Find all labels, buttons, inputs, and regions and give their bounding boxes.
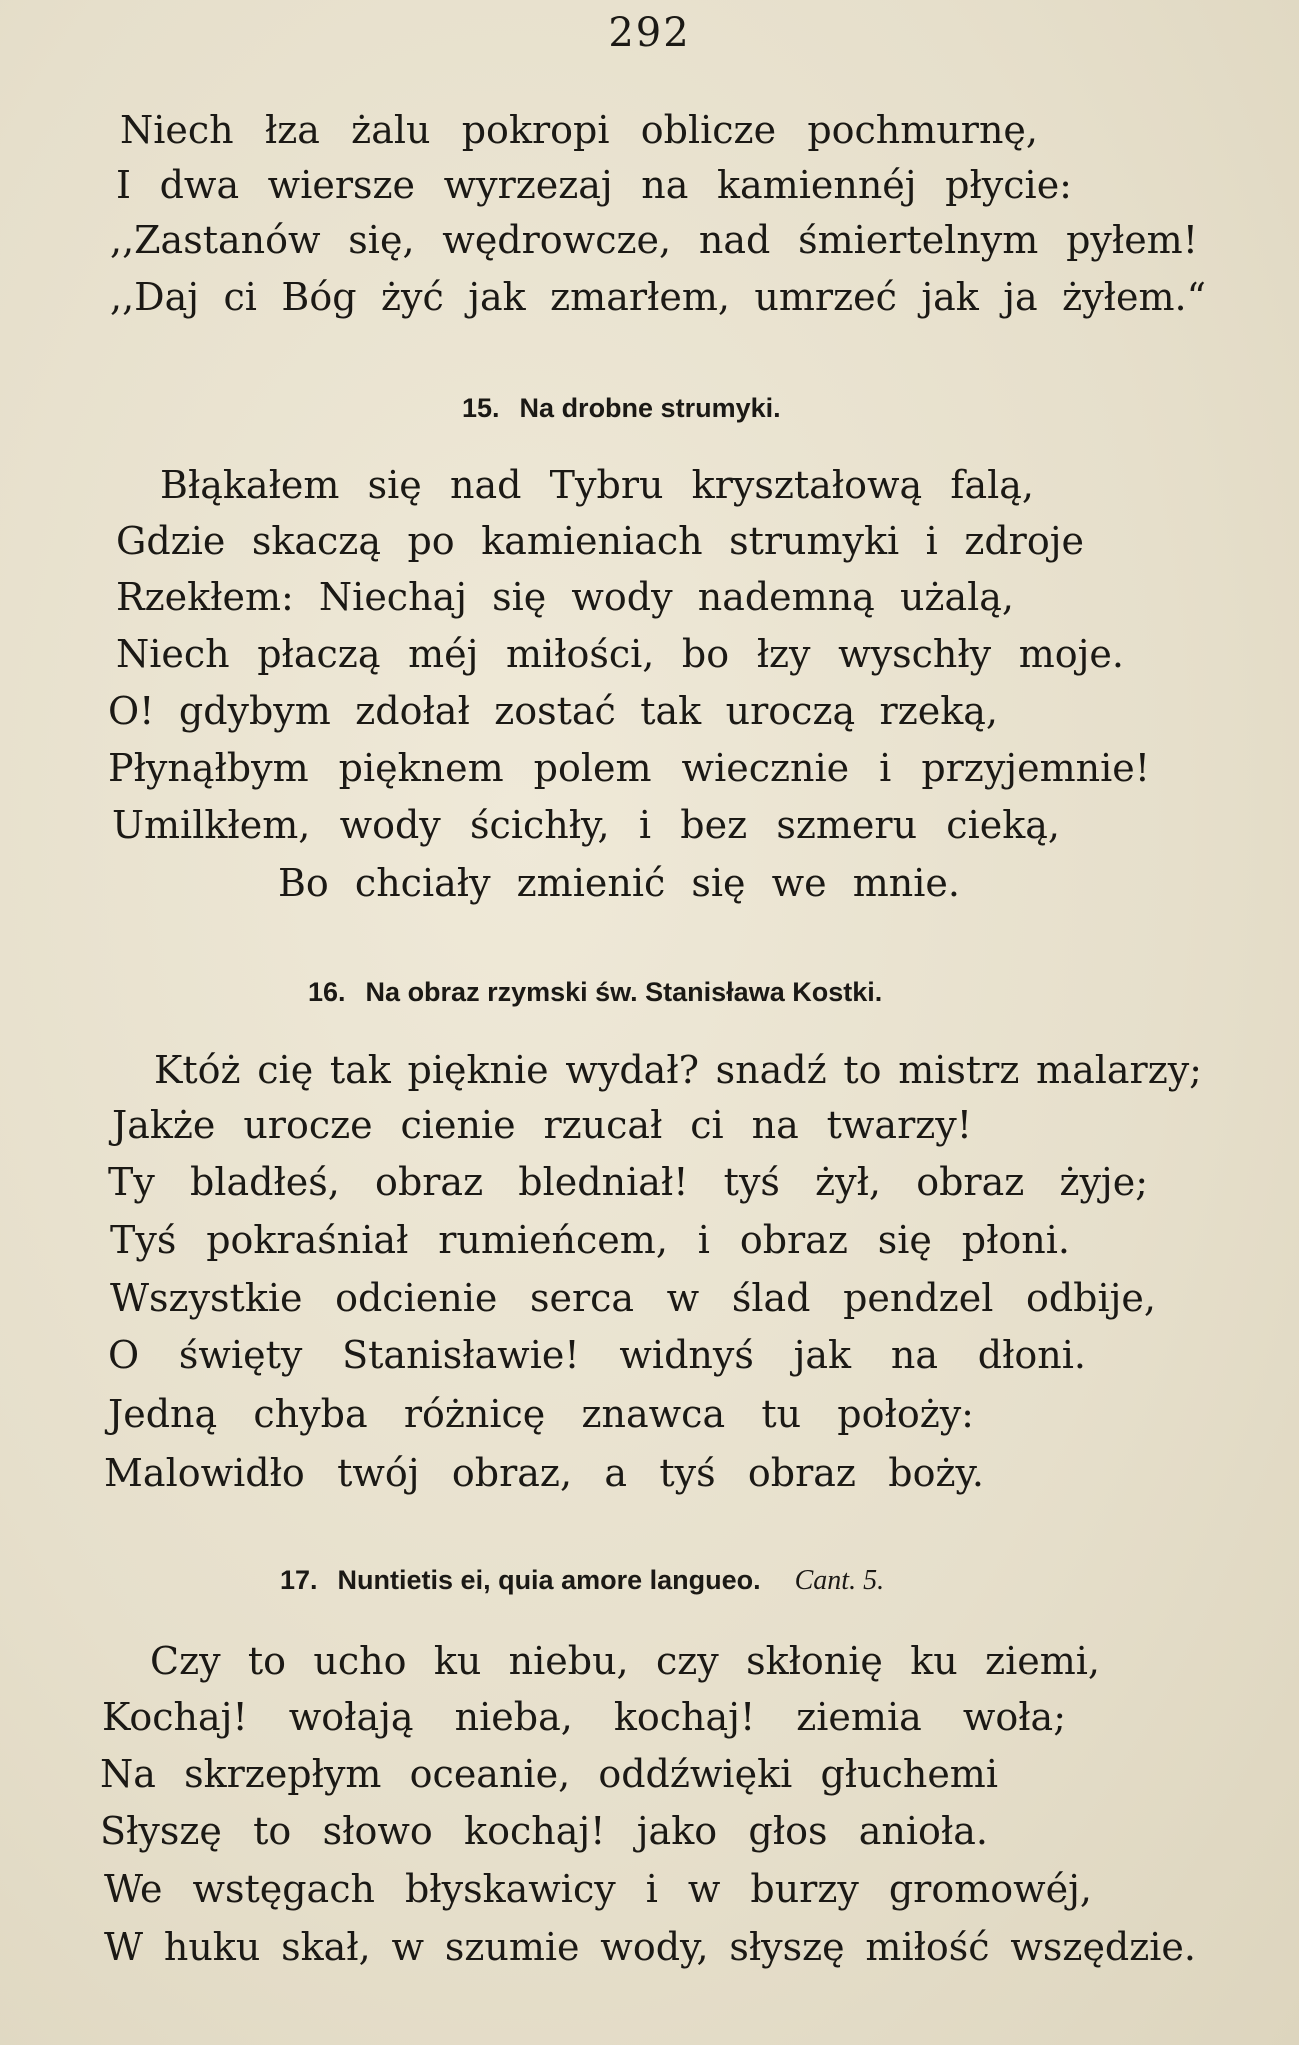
poem-line: Kochaj! wołają nieba, kochaj! ziemia woła;	[102, 1695, 1066, 1739]
poem-line: Niech płaczą méj miłości, bo łzy wyschły moje.	[116, 632, 1124, 676]
poem-line: Rzekłem: Niechaj się wody nademną użalą,	[116, 575, 1014, 619]
poem-line: I dwa wiersze wyrzezaj na kamiennéj płycie:	[116, 163, 1072, 207]
poem-line: Tyś pokraśniał rumieńcem, i obraz się płoni.	[110, 1218, 1070, 1262]
poem-line: ,,Daj ci Bóg żyć jak zmarłem, umrzeć jak ja żyłem.“	[110, 275, 1206, 319]
section-title: Na obraz rzymski św. Stanisława Kostki.	[365, 977, 883, 1007]
section-heading-16	[308, 972, 882, 1012]
poem-line: Jakże urocze cienie rzucał ci na twarzy!	[112, 1103, 972, 1147]
poem-line: Czy to ucho ku niebu, czy skłonię ku ziemi,	[150, 1639, 1100, 1683]
poem-line: O święty Stanisławie! widnyś jak na dłoni.	[108, 1333, 1086, 1377]
section-citation: Cant. 5.	[794, 1565, 885, 1596]
poem-line: Ty bladłeś, obraz bledniał! tyś żył, obraz żyje;	[108, 1160, 1148, 1204]
poem-line: Niech łza żalu pokropi oblicze pochmurnę,	[120, 108, 1038, 152]
poem-line: O! gdybym zdołał zostać tak uroczą rzeką,	[108, 689, 998, 733]
poem-line: Wszystkie odcienie serca w ślad pendzel odbije,	[110, 1276, 1156, 1320]
poem-line: Słyszę to słowo kochaj! jako głos anioła.	[100, 1809, 988, 1853]
poem-line: ,,Zastanów się, wędrowcze, nad śmiertelnym pyłem!	[110, 218, 1198, 262]
poem-line: We wstęgach błyskawicy i w burzy gromowéj,	[104, 1867, 1092, 1911]
page-number: 292	[608, 10, 691, 56]
section-title: Nuntietis ei, quia amore langueo.	[337, 1565, 761, 1595]
section-heading-15	[462, 388, 781, 428]
poem-line: Gdzie skaczą po kamieniach strumyki i zdroje	[116, 519, 1084, 563]
poem-line: Któż cię tak pięknie wydał? snadź to mistrz malarzy;	[154, 1048, 1202, 1092]
poem-line: W huku skał, w szumie wody, słyszę miłość wszędzie.	[104, 1925, 1196, 1969]
poem-line: Bo chciały zmienić się we mnie.	[278, 861, 960, 905]
poem-line: Jedną chyba różnicę znawca tu położy:	[108, 1392, 974, 1436]
poem-line: Malowidło twój obraz, a tyś obraz boży.	[104, 1451, 984, 1495]
section-number: 16.	[308, 977, 346, 1007]
poem-line: Błąkałem się nad Tybru kryształową falą,	[160, 463, 1034, 507]
poem-line: Na skrzepłym oceanie, oddźwięki głuchemi	[100, 1752, 998, 1796]
poem-line: Płynąłbym pięknem polem wiecznie i przyjemnie!	[108, 746, 1150, 790]
poem-line: Umilkłem, wody ścichły, i bez szmeru cieką,	[112, 803, 1060, 847]
section-number: 17.	[280, 1565, 318, 1595]
section-heading-17	[280, 1560, 884, 1601]
section-title: Na drobne strumyki.	[519, 393, 781, 423]
section-number: 15.	[462, 393, 500, 423]
